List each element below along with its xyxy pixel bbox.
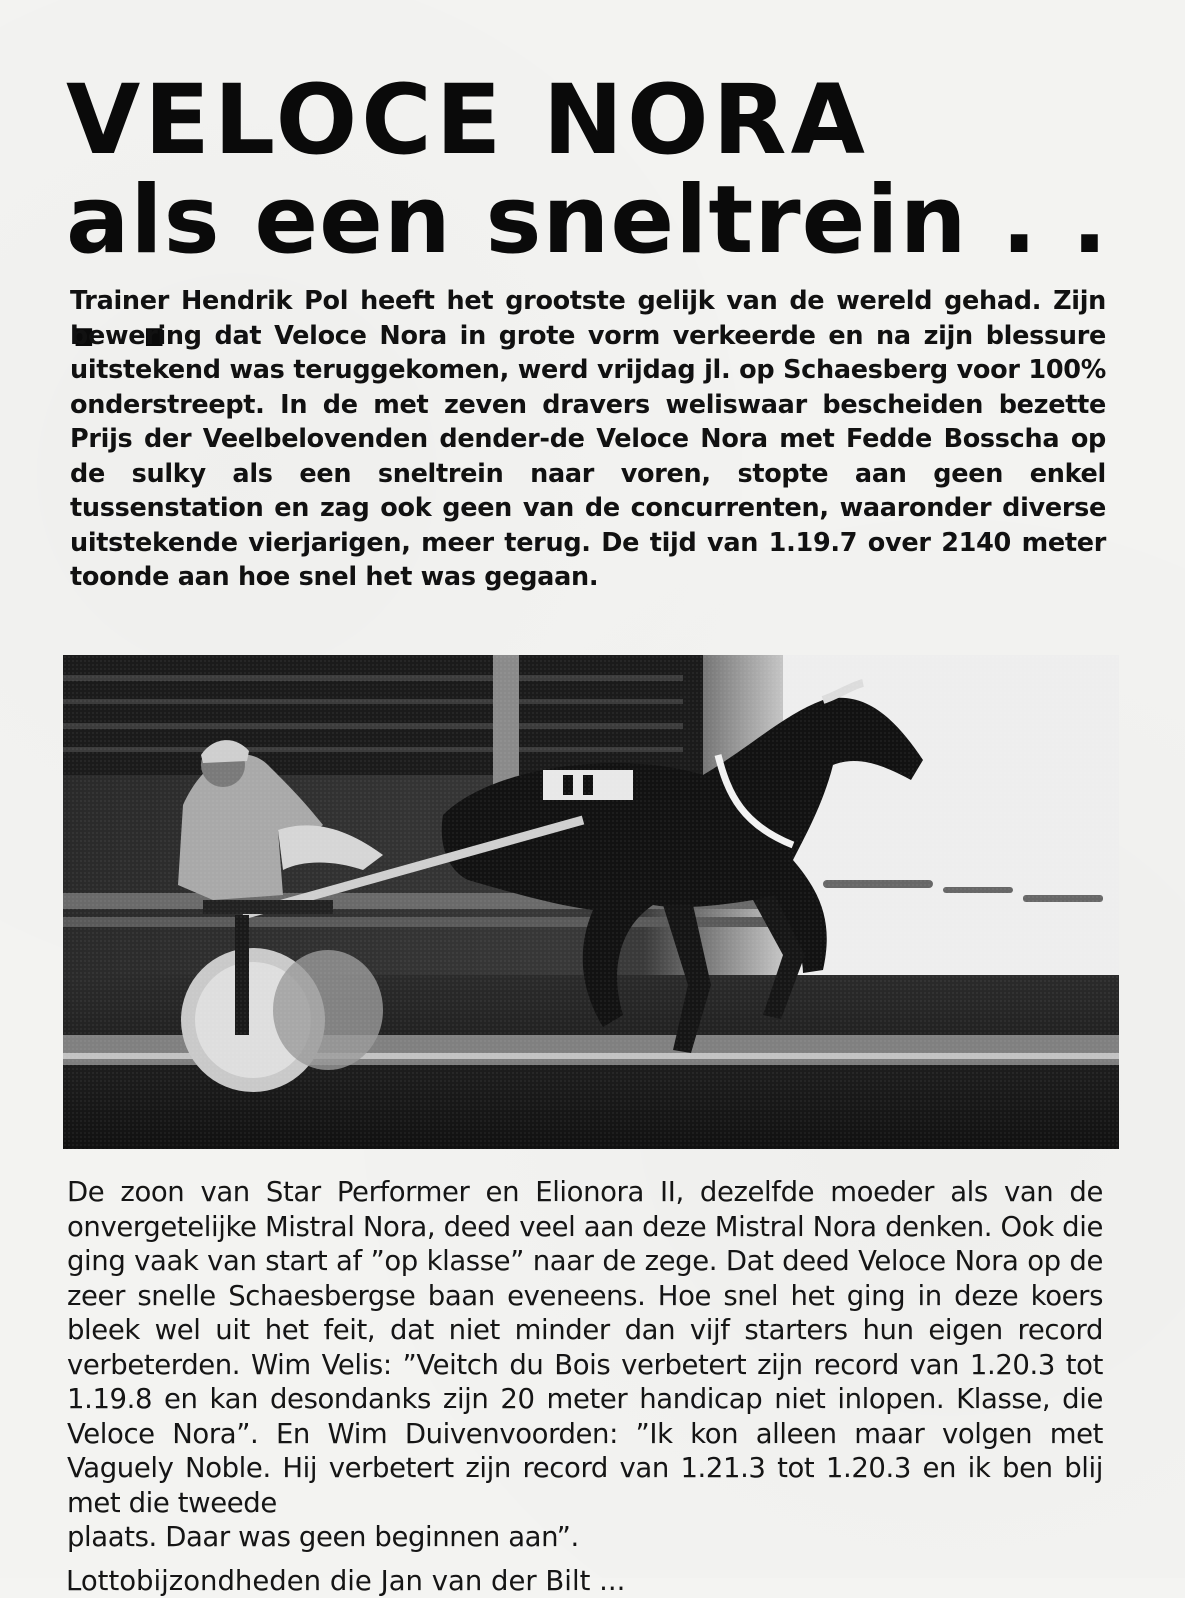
race-photo-image	[63, 655, 1119, 1149]
body-text-main: De zoon van Star Performer en Elionora II, dezelfde moeder als van de onvergetelijke Mistral Nora, deed veel aan deze Mistral Nora denken. Ook die ging vaak van start af ”op klasse” naar de zege. Dat deed Veloce Nora op de zeer snelle Schaesbergse baan eveneens. Hoe snel het ging in deze koers bleek wel uit het feit, dat niet minder dan vijf starters hun eigen record verbeterden. Wim Velis: ”Veitch du Bois verbetert zijn record van 1.20.3 tot 1.19.8 en kan desondanks zijn 20 meter handicap niet inlopen. Klasse, die Veloce Nora”. En Wim Duivenvoorden: ”Ik kon alleen maar volgen met Vaguely Noble. Hij verbetert zijn record van 1.21.3 tot 1.20.3 en ik ben blij met die tweede	[67, 1176, 1103, 1519]
lead-paragraph: Trainer Hendrik Pol heeft het grootste gelijk van de wereld gehad. Zijn bewering dat Veloce Nora in grote vorm verkeerde en na zijn blessure uitstekend was teruggekomen, werd vrijdag jl. op Schaesberg voor 100% onderstreept. In de met zeven dravers weliswaar bescheiden bezette Prijs der Veelbelovenden dender-de Veloce Nora met Fedde Bosscha op de sulky als een sneltrein naar voren, stopte aan geen enkel tussenstation en zag ook geen van de concurrenten, waaronder diverse uitstekende vierjarigen, meer terug. De tijd van 1.19.7 over 2140 meter toonde aan hoe snel het was gegaan.	[70, 286, 1106, 592]
cut-off-text-line	[66, 1556, 636, 1597]
cut-off-text: Lottobijzondheden die Jan van der Bilt ...	[66, 1565, 626, 1597]
headline-line-2: als een sneltrein . . . .	[66, 166, 1109, 369]
headline-line-1: VELOCE NORA	[66, 64, 869, 176]
body-text-last-line: plaats. Daar was geen beginnen aan”.	[67, 1521, 579, 1553]
race-photo	[63, 655, 1119, 1149]
body-paragraph	[67, 1175, 1103, 1555]
